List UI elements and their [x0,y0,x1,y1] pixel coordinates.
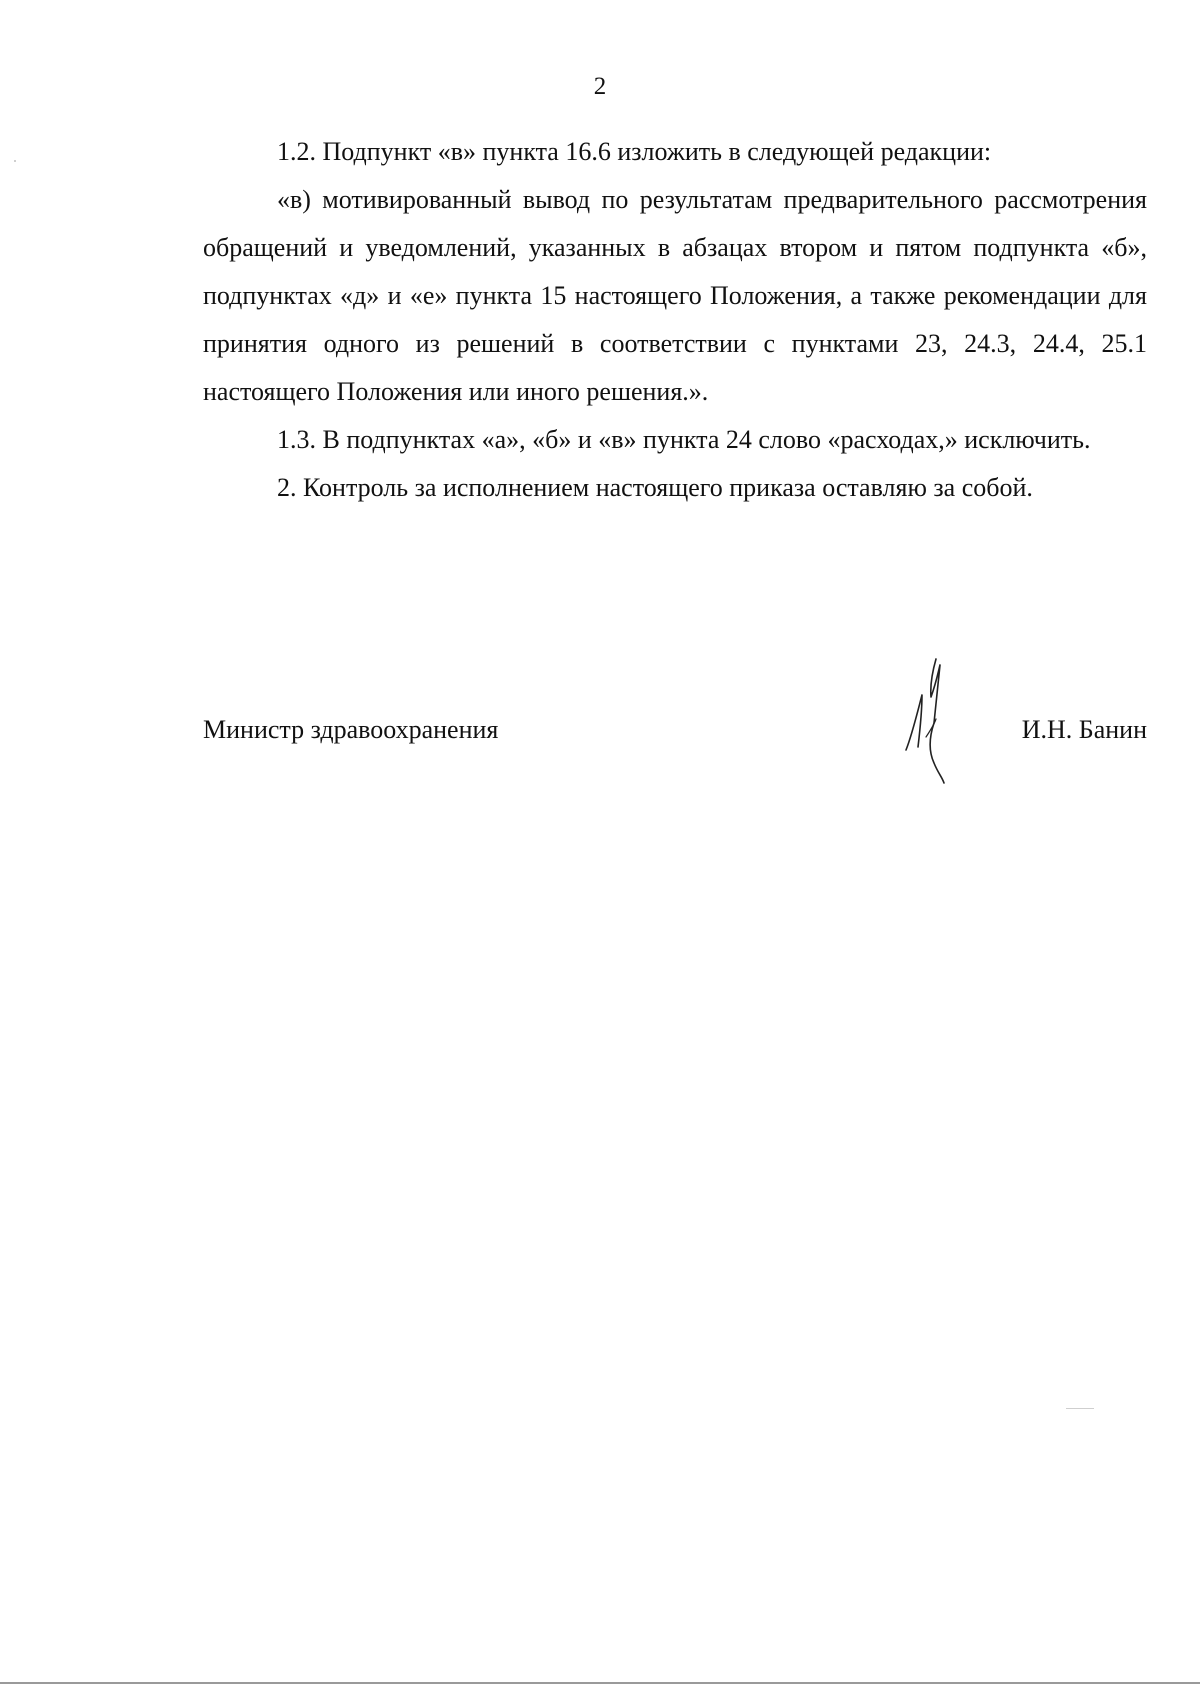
paragraph-quoted-item-v: «в) мотивированный вывод по результатам предварительного рассмотрения обращений и уведомлений, указанных в абзацах втором и пятом подпункта «б», подпунктах «д» и «е» пункта 15 настоящего Положения, а также рекомендации для принятия одного из решений в соответствии с пунктами 23, 24.3, 24.4, 25.1 настоящего Положения или иного решения.». [203,185,1147,406]
paragraph-1-2: 1.2. Подпункт «в» пункта 16.6 изложить в следующей редакции: [277,137,992,166]
page-number: 2 [593,73,607,100]
handwritten-signature [900,655,970,785]
scan-edge-line [0,1682,1200,1684]
paragraph-1-3: 1.3. В подпунктах «а», «б» и «в» пункта 24 слово «расходах,» исключить. [277,425,1091,454]
scan-artifact [1066,1408,1094,1409]
paragraph-2: 2. Контроль за исполнением настоящего приказа оставляю за собой. [277,473,1033,502]
signatory-name: И.Н. Банин [1021,715,1147,744]
scan-artifact [14,160,16,162]
signatory-position: Министр здравоохранения [203,715,499,744]
document-body [203,128,1147,512]
signature-block [203,706,1147,766]
